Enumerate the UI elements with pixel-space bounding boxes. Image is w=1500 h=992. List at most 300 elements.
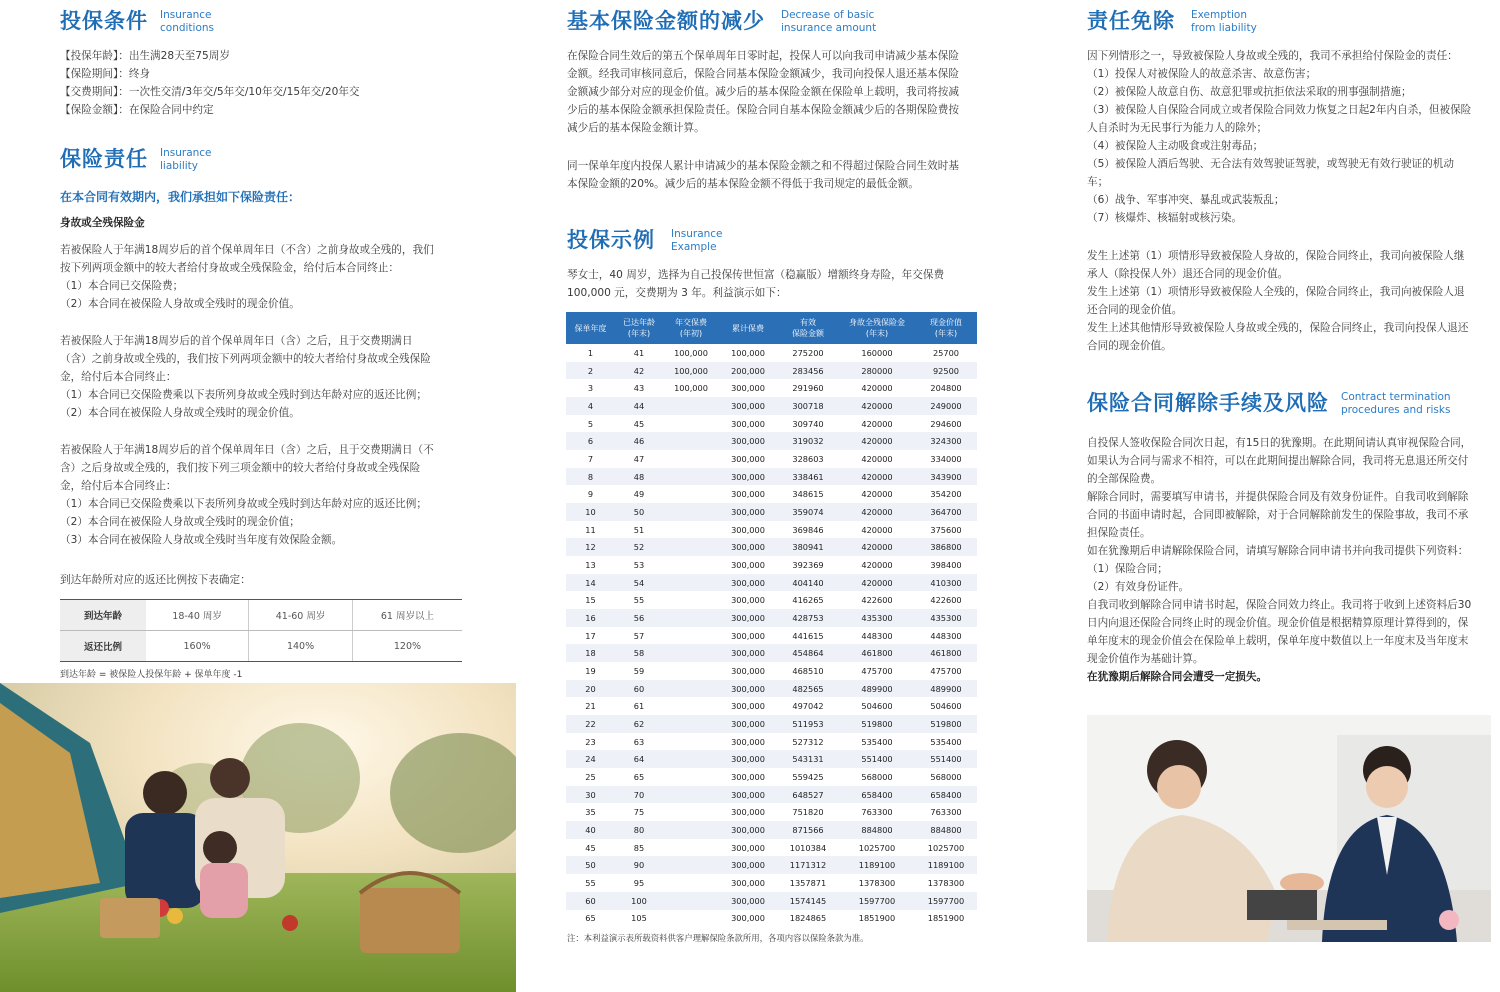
refund-caption	[60, 571, 251, 589]
benefit-cell: 420000	[861, 524, 893, 535]
liability-line: （2）本合同在被保险人身故或全残时的现金价值；	[60, 516, 300, 528]
benefit-cell: 300,000	[731, 877, 765, 888]
benefit-cell: 300,000	[731, 913, 765, 924]
benefit-cell: 398400	[930, 559, 962, 570]
benefit-cell: 59	[633, 665, 645, 676]
conditions-list	[60, 47, 360, 119]
benefit-cell: 13	[585, 559, 596, 570]
benefit-cell: 309740	[792, 418, 824, 429]
decrease-para-2	[567, 157, 959, 193]
benefit-cell: 422600	[930, 595, 962, 606]
refund-age-head: 到达年龄	[60, 600, 146, 631]
benefit-cell: 404140	[777, 574, 839, 592]
benefit-cell: 23	[585, 736, 596, 747]
benefit-cell	[663, 733, 719, 751]
benefit-table-header	[566, 312, 977, 344]
decrease-line: 金额。经我司审核同意后，保险合同基本保险金额减少，我司向投保人退还基本保险	[567, 68, 959, 80]
benefit-cell: 48	[615, 468, 663, 486]
benefit-cell: 8	[566, 468, 615, 486]
benefit-cell: 50	[615, 503, 663, 521]
benefit-cell	[663, 821, 719, 839]
benefit-header-cell	[777, 312, 839, 344]
condition-line: 【交费期间】：一次性交清/3年交/5年交/10年交/15年交/20年交	[60, 86, 360, 98]
benefit-cell	[663, 768, 719, 786]
benefit-cell: 55	[633, 595, 645, 606]
benefit-cell: 300,000	[719, 574, 777, 592]
condition-line: 【保险金额】：在保险合同中约定	[60, 104, 214, 116]
condition-line: 【投保年龄】：出生满28天至75周岁	[60, 50, 230, 62]
benefit-cell: 60	[615, 680, 663, 698]
benefit-row	[566, 538, 977, 556]
benefit-cell: 294600	[930, 418, 962, 429]
family-picnic-photo	[0, 683, 516, 992]
benefit-cell: 1597700	[839, 892, 915, 910]
benefit-cell: 489900	[839, 680, 915, 698]
termination-line: （2）有效身份证件。	[1087, 581, 1190, 593]
benefit-row	[566, 856, 977, 874]
decrease-en-1: Decrease of basic	[781, 9, 875, 21]
benefit-cell: 489900	[915, 680, 977, 698]
benefit-cell	[663, 609, 719, 627]
termination-en-1: Contract termination	[1341, 391, 1451, 403]
benefit-cell: 45	[585, 842, 596, 853]
benefit-cell: 160000	[861, 347, 893, 358]
benefit-cell: 85	[633, 842, 645, 853]
benefit-cell: 420000	[861, 559, 893, 570]
exemption-consequences	[1087, 247, 1468, 355]
decrease-line: 同一保单年度内投保人累计申请减少的基本保险金额之和不得超过保险合同生效时基	[567, 160, 959, 172]
benefit-cell: 300,000	[719, 432, 777, 450]
liability-line: （1）本合同已交保险费乘以下表所列身故或全残时到达年龄对应的返还比例；	[60, 389, 427, 401]
benefit-cell: 1189100	[915, 856, 977, 874]
benefit-cell: 100,000	[731, 347, 765, 358]
benefit-cell	[663, 397, 719, 415]
benefit-cell: 319032	[777, 432, 839, 450]
benefit-cell: 1025700	[927, 842, 965, 853]
benefit-cell: 300,000	[719, 644, 777, 662]
benefit-row	[566, 485, 977, 503]
benefit-cell: 497042	[792, 701, 824, 712]
benefit-cell: 275200	[792, 347, 824, 358]
benefit-cell: 300,000	[731, 418, 765, 429]
benefit-cell: 338461	[777, 468, 839, 486]
benefit-cell: 7	[587, 453, 594, 464]
benefit-cell: 504600	[930, 701, 962, 712]
benefit-cell: 420000	[861, 489, 893, 500]
benefit-cell: 658400	[839, 786, 915, 804]
benefit-header-cell	[839, 312, 915, 344]
refund-caption-text: 到达年龄所对应的返还比例按下表确定：	[60, 574, 251, 586]
benefit-cell: 416265	[792, 595, 824, 606]
example-note-text: 注：本利益演示表所载资料供客户理解保险条款所用，各项内容以保险条款为准。	[567, 933, 869, 943]
benefit-row	[566, 680, 977, 698]
benefit-cell: 50	[566, 856, 615, 874]
benefit-cell	[663, 521, 719, 539]
exemption-line: （6）战争、军事冲突、暴乱或武装叛乱；	[1087, 194, 1285, 206]
benefit-cell: 283456	[777, 362, 839, 380]
benefit-cell: 559425	[792, 771, 824, 782]
benefit-cell: 1	[587, 347, 594, 358]
benefit-cell: 410300	[915, 574, 977, 592]
exemption-heading	[1087, 8, 1257, 34]
benefit-cell: 420000	[861, 418, 893, 429]
liability-para-2	[60, 332, 431, 422]
benefit-cell: 300,000	[719, 680, 777, 698]
benefit-cell: 100,000	[674, 383, 708, 394]
benefit-header-cell	[719, 312, 777, 344]
benefit-cell	[663, 432, 719, 450]
benefit-cell: 420000	[839, 432, 915, 450]
benefit-cell: 100	[615, 892, 663, 910]
benefit-cell: 52	[615, 538, 663, 556]
benefit-cell: 380941	[777, 538, 839, 556]
handshake-illustration	[1087, 715, 1491, 942]
example-note	[567, 929, 869, 947]
benefit-cell: 95	[633, 877, 645, 888]
example-title: 投保示例	[567, 228, 655, 252]
benefit-cell: 369846	[792, 524, 824, 535]
benefit-header-cell	[915, 312, 977, 344]
benefit-cell: 204800	[930, 383, 962, 394]
benefit-row	[566, 662, 977, 680]
benefit-cell: 535400	[930, 736, 962, 747]
liability-line: 金，给付后本合同终止：	[60, 480, 177, 492]
benefit-cell: 300,000	[731, 736, 765, 747]
termination-line: 自我司收到解除合同申请书时起，保险合同效力终止。我司将于收到上述资料后30	[1087, 599, 1472, 611]
benefit-row	[566, 450, 977, 468]
benefit-cell: 300,000	[719, 892, 777, 910]
liability-para-1	[60, 241, 434, 313]
termination-line: 合同的书面申请时起，合同即被解除，对于合同解除前发生的保险事故，我司不承	[1087, 509, 1469, 521]
benefit-cell: 70	[615, 786, 663, 804]
exemption-line: （4）被保险人主动吸食或注射毒品；	[1087, 140, 1264, 152]
family-picnic-illustration	[0, 683, 516, 992]
benefit-cell: 328603	[792, 453, 824, 464]
benefit-cell: 1189100	[839, 856, 915, 874]
benefit-cell: 105	[631, 913, 647, 924]
benefit-row	[566, 821, 977, 839]
age-formula-text: 到达年龄 = 被保险人投保年龄 + 保单年度 -1	[60, 670, 243, 680]
benefit-cell: 435300	[839, 609, 915, 627]
exemption-line: 因下列情形之一，导致被保险人身故或全残的，我司不承担给付保险金的责任：	[1087, 50, 1458, 62]
benefit-row	[566, 503, 977, 521]
conditions-en-1: Insurance	[160, 9, 212, 21]
exemption-title: 责任免除	[1087, 9, 1175, 33]
benefit-cell	[663, 627, 719, 645]
benefit-row	[566, 609, 977, 627]
benefit-row	[566, 750, 977, 768]
benefit-cell: 420000	[839, 503, 915, 521]
exemption-line: （7）核爆炸、核辐射或核污染。	[1087, 212, 1243, 224]
benefit-cell: 543131	[777, 750, 839, 768]
benefit-cell: 300,000	[731, 383, 765, 394]
refund-age-cell: 18-40 周岁	[146, 600, 249, 631]
benefit-row	[566, 839, 977, 857]
benefit-cell: 475700	[930, 665, 962, 676]
termination-title: 保险合同解除手续及风险	[1087, 391, 1329, 415]
refund-ratio-cell: 120%	[352, 631, 462, 662]
benefit-cell: 763300	[930, 807, 962, 818]
liability-en-1: Insurance	[160, 147, 212, 159]
benefit-cell: 300,000	[731, 807, 765, 818]
benefit-cell: 300,000	[719, 750, 777, 768]
benefit-row	[566, 892, 977, 910]
benefit-cell: 420000	[839, 574, 915, 592]
benefit-row	[566, 344, 977, 362]
benefit-cell: 420000	[839, 538, 915, 556]
benefit-cell	[663, 538, 719, 556]
liability-line: 若被保险人于年满18周岁后的首个保单周年日（含）之后，且于交费期满日	[60, 335, 413, 347]
benefit-cell	[663, 574, 719, 592]
benefit-cell: 300,000	[731, 630, 765, 641]
benefit-cell: 22	[566, 715, 615, 733]
benefit-cell: 348615	[792, 489, 824, 500]
benefit-cell: 47	[633, 453, 645, 464]
benefit-cell: 16	[566, 609, 615, 627]
benefit-cell: 60	[566, 892, 615, 910]
benefit-cell: 3	[587, 383, 594, 394]
benefit-cell: 334000	[930, 453, 962, 464]
exemption-line: 车；	[1087, 176, 1109, 188]
benefit-cell	[663, 715, 719, 733]
decrease-para-1	[567, 47, 959, 137]
refund-age-cell: 41-60 周岁	[249, 600, 353, 631]
exemption-line: 发生上述第（1）项情形导致被保险人身故的，保险合同终止，我司向被保险人继	[1087, 250, 1465, 262]
termination-line: 现金价值作为基础计算。	[1087, 653, 1204, 665]
benefit-cell: 57	[633, 630, 645, 641]
decrease-title: 基本保险金额的减少	[567, 9, 765, 33]
exemption-line: （3）被保险人自保险合同成立或者保险合同效力恢复之日起2年内自杀，但被保险	[1087, 104, 1472, 116]
benefit-cell: 420000	[861, 453, 893, 464]
refund-ratio-cell: 140%	[249, 631, 353, 662]
benefit-cell: 300,000	[719, 786, 777, 804]
benefit-cell: 568000	[861, 771, 893, 782]
decrease-line: 少后的基本保险金额承担保险责任。保险合同自基本保险金额减少后的各期保险费按	[567, 104, 959, 116]
benefit-cell: 20	[566, 680, 615, 698]
benefit-row	[566, 786, 977, 804]
termination-line: 日内向退还保险合同终止时的现金价值。现金价值是根据精算原理计算得到的，保	[1087, 617, 1469, 629]
exemption-line: 还合同的现金价值。	[1087, 304, 1183, 316]
benefit-cell	[663, 892, 719, 910]
benefit-cell: 17	[585, 630, 596, 641]
exemption-line: （1）投保人对被保险人的故意杀害、故意伤害；	[1087, 68, 1317, 80]
benefit-cell: 1574145	[777, 892, 839, 910]
benefit-cell: 300,000	[731, 701, 765, 712]
benefit-cell: 21	[585, 701, 596, 712]
benefit-cell: 75	[633, 807, 645, 818]
benefit-row	[566, 556, 977, 574]
benefit-cell: 291960	[792, 383, 824, 394]
benefit-cell: 58	[615, 644, 663, 662]
decrease-line: 在保险合同生效后的第五个保单周年日零时起，投保人可以向我司申请减少基本保险	[567, 50, 959, 62]
benefit-cell: 1171312	[777, 856, 839, 874]
liability-title: 保险责任	[60, 147, 148, 171]
benefit-cell: 200,000	[719, 362, 777, 380]
decrease-line: 本保险金额的20%。减少后的基本保险金额不得低于我司规定的最低金额。	[567, 178, 919, 190]
benefit-cell: 54	[615, 574, 663, 592]
exemption-line: 人自杀时为无民事行为能力人的除外；	[1087, 122, 1268, 134]
benefit-row	[566, 574, 977, 592]
benefit-cell	[663, 786, 719, 804]
benefit-cell: 392369	[792, 559, 824, 570]
benefit-cell: 64	[615, 750, 663, 768]
benefit-row	[566, 715, 977, 733]
benefit-cell	[663, 415, 719, 433]
benefit-cell: 300,000	[719, 856, 777, 874]
liability-subtitle	[60, 214, 145, 232]
benefit-cell: 92500	[915, 362, 977, 380]
benefit-cell: 551400	[915, 750, 977, 768]
benefit-cell	[663, 503, 719, 521]
benefit-cell: 375600	[930, 524, 962, 535]
liability-line: （1）本合同已交保险费乘以下表所列身故或全残时到达年龄对应的返还比例；	[60, 498, 427, 510]
benefit-cell: 551400	[839, 750, 915, 768]
benefit-cell: 300,000	[719, 468, 777, 486]
benefit-header-text: 累计保费	[732, 323, 764, 333]
benefit-cell: 475700	[861, 665, 893, 676]
benefit-header-text: 有效	[800, 318, 816, 327]
benefit-cell: 871566	[777, 821, 839, 839]
benefit-cell	[663, 856, 719, 874]
termination-line: 担保险责任。	[1087, 527, 1151, 539]
benefit-cell: 300,000	[731, 489, 765, 500]
benefit-cell	[663, 803, 719, 821]
exemption-line: 发生上述其他情形导致被保险人身故或全残的，保险合同终止，我司向投保人退还	[1087, 322, 1469, 334]
benefit-header-text: (年末)	[934, 329, 958, 338]
benefit-cell: 519800	[839, 715, 915, 733]
benefit-cell	[663, 839, 719, 857]
benefit-header-cell	[663, 312, 719, 344]
benefit-cell: 15	[585, 595, 596, 606]
benefit-cell	[663, 697, 719, 715]
liability-heading	[60, 146, 212, 172]
liability-line: （1）本合同已交保险费；	[60, 280, 184, 292]
benefit-cell: 527312	[792, 736, 824, 747]
benefit-cell: 19	[585, 665, 596, 676]
benefit-cell: 53	[633, 559, 645, 570]
benefit-cell: 468510	[792, 665, 824, 676]
benefit-cell: 35	[585, 807, 596, 818]
termination-line: 单年度末的现金价值会在保险单上载明，保单年度中数值以上一年度末及当年度末	[1087, 635, 1469, 647]
benefit-cell: 300,000	[719, 397, 777, 415]
benefit-cell: 61	[633, 701, 645, 712]
benefit-cell: 448300	[861, 630, 893, 641]
handshake-photo	[1087, 715, 1491, 942]
termination-line: （1）保险合同；	[1087, 563, 1168, 575]
benefit-cell: 49	[633, 489, 645, 500]
benefit-cell: 1378300	[927, 877, 965, 888]
benefit-cell: 80	[615, 821, 663, 839]
benefit-header-cell	[615, 312, 663, 344]
benefit-row	[566, 468, 977, 486]
benefit-cell: 386800	[915, 538, 977, 556]
liability-line: 按下列两项金额中的较大者给付身故或全残保险金，给付后本合同终止：	[60, 262, 399, 274]
benefit-table	[566, 312, 977, 927]
benefit-cell: 46	[615, 432, 663, 450]
benefit-header-cell	[566, 312, 615, 344]
benefit-cell: 354200	[930, 489, 962, 500]
benefit-cell: 535400	[861, 736, 893, 747]
benefit-row	[566, 644, 977, 662]
termination-line: 解除合同时，需要填写申请书，并提供保险合同及有效身份证件。自我司收到解除	[1087, 491, 1469, 503]
benefit-cell	[663, 750, 719, 768]
benefit-cell: 280000	[839, 362, 915, 380]
benefit-cell: 343900	[915, 468, 977, 486]
termination-text	[1087, 434, 1471, 686]
benefit-header-text: (年末)	[865, 329, 889, 338]
refund-age-cell: 61 周岁以上	[352, 600, 462, 631]
liability-line: （2）本合同在被保险人身故或全残时的现金价值。	[60, 407, 300, 419]
decrease-heading	[567, 8, 876, 34]
benefit-cell: 11	[585, 524, 596, 535]
exemption-line: 发生上述第（1）项情形导致被保险人全残的，保险合同终止，我司向被保险人退	[1087, 286, 1465, 298]
benefit-cell	[663, 662, 719, 680]
decrease-en-2: insurance amount	[781, 21, 877, 34]
refund-ratio-head: 返还比例	[60, 631, 146, 662]
example-en-2: Example	[671, 240, 717, 253]
exemption-line: （5）被保险人酒后驾驶、无合法有效驾驶证驾驶，或驾驶无有效行驶证的机动	[1087, 158, 1454, 170]
benefit-cell: 300,000	[719, 715, 777, 733]
benefit-cell: 1597700	[915, 892, 977, 910]
benefit-cell	[663, 468, 719, 486]
benefit-cell: 5	[587, 418, 594, 429]
benefit-cell: 43	[633, 383, 645, 394]
decrease-line: 减少后的基本保险金额计算。	[567, 122, 705, 134]
example-line: 琴女士，40 周岁，选择为自己投保传世恒富（稳赢版）增额终身寿险，年交保费	[567, 269, 945, 281]
benefit-cell: 100,000	[674, 347, 708, 358]
benefit-cell	[663, 450, 719, 468]
refund-ratio-table	[60, 599, 462, 662]
benefit-cell: 422600	[861, 595, 893, 606]
benefit-cell: 1357871	[789, 877, 827, 888]
exemption-en-2: from liability	[1191, 21, 1257, 34]
benefit-cell: 300,000	[731, 665, 765, 676]
benefit-cell	[663, 556, 719, 574]
benefit-cell: 41	[633, 347, 645, 358]
conditions-en-2: conditions	[160, 21, 215, 34]
benefit-cell: 568000	[930, 771, 962, 782]
benefit-header-text: 保险金额	[792, 329, 824, 338]
liability-intro: 在本合同有效期内，我们承担如下保险责任：	[60, 190, 301, 204]
benefit-header-text: 保单年度	[574, 323, 607, 333]
benefit-cell: 428753	[777, 609, 839, 627]
benefit-cell: 751820	[792, 807, 824, 818]
liability-subtitle-text: 身故或全残保险金	[60, 217, 145, 229]
benefit-cell: 18	[566, 644, 615, 662]
liability-line: （2）本合同在被保险人身故或全残时的现金价值。	[60, 298, 300, 310]
benefit-cell: 300,000	[731, 771, 765, 782]
benefit-cell: 55	[585, 877, 596, 888]
benefit-cell: 100,000	[663, 362, 719, 380]
benefit-cell: 14	[566, 574, 615, 592]
benefit-cell: 249000	[915, 397, 977, 415]
benefit-cell: 25700	[932, 347, 960, 358]
benefit-row	[566, 733, 977, 751]
benefit-row	[566, 874, 977, 892]
benefit-cell	[663, 644, 719, 662]
benefit-cell: 364700	[915, 503, 977, 521]
benefit-row	[566, 627, 977, 645]
benefit-cell: 461800	[915, 644, 977, 662]
benefit-cell: 62	[615, 715, 663, 733]
conditions-title: 投保条件	[60, 9, 148, 33]
benefit-cell: 1025700	[858, 842, 896, 853]
condition-line: 【保险期间】：终身	[60, 68, 151, 80]
benefit-cell: 300,000	[719, 538, 777, 556]
benefit-cell: 511953	[777, 715, 839, 733]
example-intro	[567, 266, 944, 302]
benefit-cell: 40	[566, 821, 615, 839]
